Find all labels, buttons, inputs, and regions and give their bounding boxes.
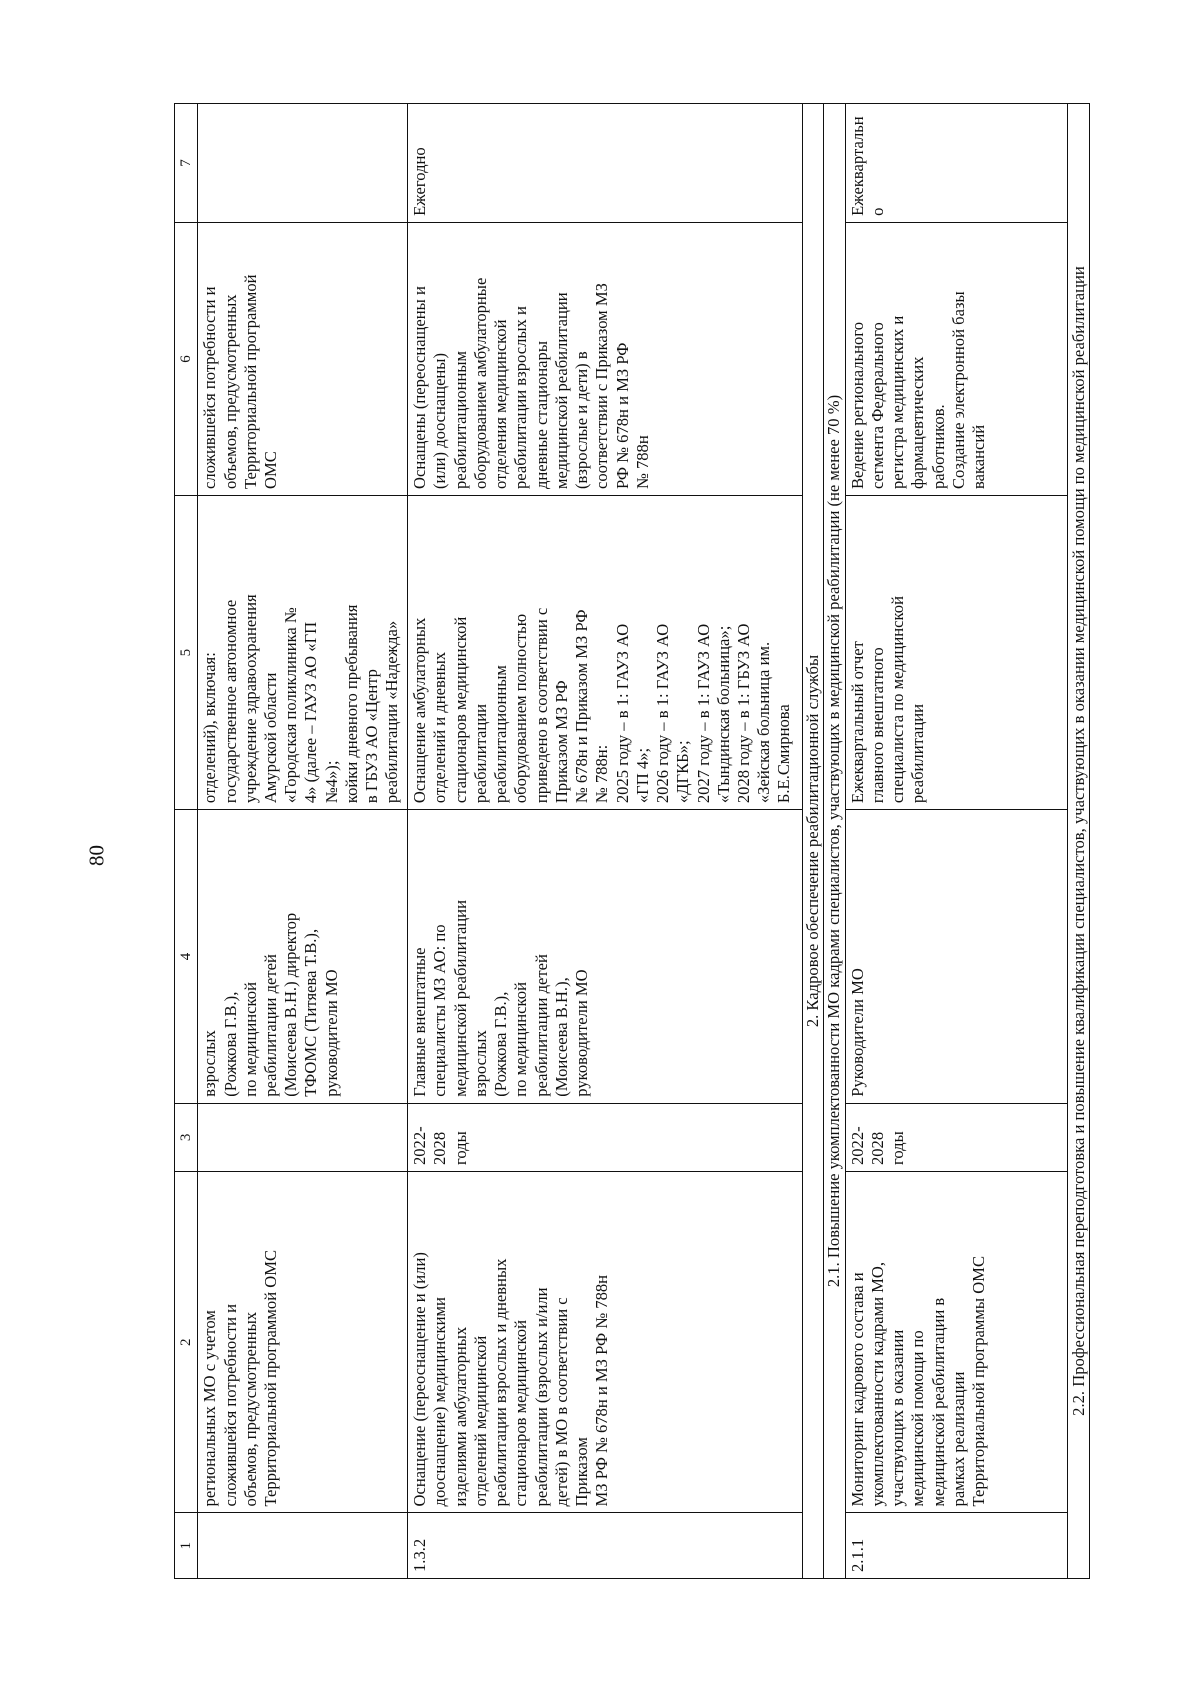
indicator-cell: Оснащение амбулаторных отделений и дневных стационаров медицинской реабилитации реабилитационным оборудованием полностью приведено в соответствии с Приказом МЗ РФ № 678н и Приказом МЗ РФ № 788н: 2025 году – в 1: ГАУЗ АО «ГП 4»; 2026 году – в 1: ГАУЗ АО «ДГКБ»; 2027 году – в 1: ГАУЗ АО «Тындинская больница»; 2028 году – в 1: ГБУЗ АО «Зейская больница им. Б.Е.Смирнова — [408, 496, 802, 810]
header-col-2: 2 — [175, 1172, 198, 1513]
indicator-cell: Ежеквартальный отчет главного внештатного специалиста по медицинской реабилитации — [845, 496, 1068, 810]
responsible-cell: Главные внештатные специалисты МЗ АО: по медицинской реабилитации взрослых (Рожкова Г.В.), по медицинской реабилитации детей (Моисеева В.Н.), руководители МО — [408, 810, 802, 1104]
header-col-7: 7 — [175, 104, 198, 223]
activity-cell: Мониторинг кадрового состава и укомплектованности кадрами МО, участвующих в оказании медицинской помощи по медицинской реабилитации в рамках реализации Территориальной программы ОМС — [845, 1172, 1068, 1513]
period-cell — [198, 1103, 408, 1171]
row-number: 1.3.2 — [408, 1513, 802, 1579]
section-title: 2. Кадровое обеспечение реабилитационной службы — [802, 104, 824, 1579]
header-col-6: 6 — [175, 222, 198, 495]
indicator-cell: отделений), включая: государственное автономное учреждение здравоохранения Амурской области «Городская поликлиника № 4» (далее – ГАУЗ АО «ГП №4»); койки дневного пребывания в ГБУЗ АО «Центр реабилитации «Надежда» — [198, 496, 408, 810]
header-row — [175, 104, 198, 1579]
period-cell: 2022- 2028 годы — [845, 1103, 1068, 1171]
result-cell: Оснащены (переоснащены и (или) дооснащены) реабилитационным оборудованием амбулаторные отделения медицинской реабилитации взрослых и дневные стационары медицинской реабилитации (взрослые и дети) в соответствии с Приказом МЗ РФ № 678н и МЗ РФ № 788н — [408, 222, 802, 495]
responsible-cell: взрослых (Рожкова Г.В.), по медицинской реабилитации детей (Моисеева В.Н.) директор ТФОМС (Титяева Т.В.), руководители МО — [198, 810, 408, 1104]
header-col-3: 3 — [175, 1103, 198, 1171]
page-number: 80 — [84, 845, 109, 866]
section-row — [802, 104, 824, 1579]
subsection-title: 2.1. Повышение укомплектованности МО кадрами специалистов, участвующих в медицинской реабилитации (не менее 70 %) — [824, 104, 846, 1579]
period-cell: 2022- 2028 годы — [408, 1103, 802, 1171]
table-row — [845, 104, 1068, 1579]
subsection-row — [824, 104, 846, 1579]
activity-cell: Оснащение (переоснащение и (или) дооснащение) медицинскими изделиями амбулаторных отделений медицинской реабилитации взрослых и дневных стационаров медицинской реабилитации (взрослых и/или детей) в МО в соответствии с Приказом МЗ РФ № 678н и МЗ РФ № 788н — [408, 1172, 802, 1513]
rotated-table-wrapper — [174, 103, 1090, 1579]
header-col-5: 5 — [175, 496, 198, 810]
row-number: 2.1.1 — [845, 1513, 1068, 1579]
activity-cell: региональных МО с учетом сложившейся потребности и объемов, предусмотренных Территориальной программой ОМС — [198, 1172, 408, 1513]
table-row — [408, 104, 802, 1579]
responsible-cell: Руководители МО — [845, 810, 1068, 1104]
activity-table — [174, 103, 1090, 1579]
subsection-title: 2.2. Профессиональная переподготовка и повышение квалификации специалистов, участвующих в оказании медицинской помощи по медицинской реабилитации — [1068, 104, 1090, 1579]
frequency-cell — [198, 104, 408, 223]
result-cell: сложившейся потребности и объемов, предусмотренных Территориальной программой ОМС — [198, 222, 408, 495]
frequency-cell: Ежеквартальн о — [845, 104, 1068, 223]
frequency-cell: Ежегодно — [408, 104, 802, 223]
header-col-1: 1 — [175, 1513, 198, 1579]
table-row — [198, 104, 408, 1579]
subsection-row — [1068, 104, 1090, 1579]
result-cell: Ведение регионального сегмента Федерального регистра медицинских и фармацевтических работников. Создание электронной базы вакансий — [845, 222, 1068, 495]
row-number — [198, 1513, 408, 1579]
header-col-4: 4 — [175, 810, 198, 1104]
